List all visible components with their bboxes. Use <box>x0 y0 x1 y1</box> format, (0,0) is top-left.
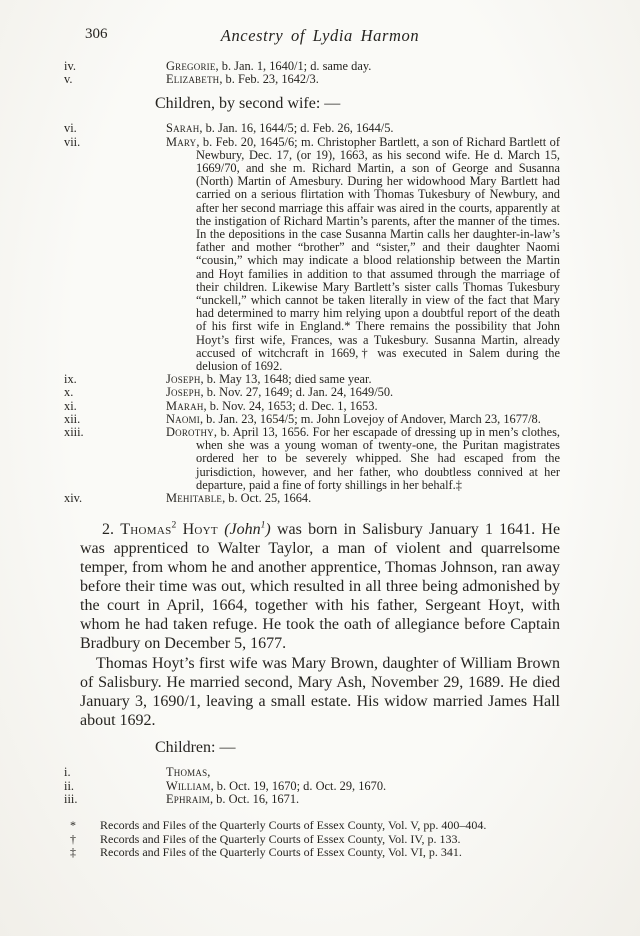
child-roman-numeral: vi. <box>64 121 77 136</box>
parent-name: John <box>229 521 261 539</box>
footnote-symbol: ‡ <box>70 845 76 860</box>
generation-superscript: 2 <box>171 519 177 531</box>
child-name: Naomi <box>166 411 200 426</box>
footnote-symbol: † <box>70 831 76 846</box>
person-surname: Hoyt <box>182 521 218 539</box>
person-given-name: Thomas <box>120 521 172 539</box>
child-detail: , b. Oct. 25, 1664. <box>222 491 312 506</box>
parent-reference <box>224 521 271 538</box>
parent-generation-superscript: 1 <box>260 519 266 531</box>
paren-close: ) <box>265 521 271 539</box>
child-name: Elizabeth <box>166 72 220 87</box>
children-first-wife-list <box>64 59 560 87</box>
footnote <box>70 831 560 847</box>
child-entry <box>64 72 560 87</box>
footnote-text: Records and Files of the Quarterly Courts of Essex County, Vol. V, pp. 400–404. <box>100 817 487 832</box>
child-detail: , b. Jan. 23, 1654/5; m. John Lovejoy of Andover, March 23, 1677/8. <box>199 411 541 426</box>
child-roman-numeral: xiv. <box>64 491 83 506</box>
children-second-wife-heading: Children, by second wife: — <box>155 95 341 113</box>
footnote <box>70 845 560 860</box>
section-number: 2. <box>102 521 114 539</box>
children-second-wife-list <box>64 121 560 506</box>
page-header <box>80 26 560 46</box>
child-roman-numeral: iii. <box>64 791 78 806</box>
paren-open: ( <box>224 521 230 539</box>
child-name: Mary <box>166 134 197 149</box>
child-name: Ephraim <box>166 791 210 806</box>
child-detail: , b. Feb. 20, 1645/6; m. Christopher Bartlett, a son of Richard Bartlett of Newbury, Dec. 17, (or 19), 1663, as his second wife. He d. March 15, 1669/70, and she m. Richard Martin, a son of George and Susanna (North) Martin of Amesbury. During her widowhood Mary Bartlett had carried on a serious flirtation with Thomas Tukesbury of Newbury, and after her second marriage this affair was aired in the courts, apparently at the instigation of Richard Martin’s parents, after the manner of the times. In the depositions in the case Susanna Martin calls her daughter-in-law’s father and mother “brother” and “sister,” and their daughter Naomi “cousin,” which may indicate a blood relationship between the Martin and Hoyt families in addition to that assumed through the marriage of their children. Likewise Mary Bartlett’s sister calls Thomas Tukesbury “unckell,” which cannot be taken literally in view of the fact that Mary had determined to marry him relying upon a doubtful report of the death of his first wife in England.* There remains the possibility that John Hoyt’s first wife, Frances, was a Tukesbury. Susanna Martin, already accused of witchcraft in 1669,† was executed in Salem during the delusion of 1692. <box>196 134 560 374</box>
child-roman-numeral: xii. <box>64 411 81 426</box>
biography-paragraph: Thomas Hoyt’s first wife was Mary Brown, daughter of William Brown of Salisbury. He married second, Mary Ash, November 29, 1689. He died January 3, 1690/1, leaving a small estate. His widow married James Hall about 1692. <box>80 655 560 730</box>
child-detail: , b. May 13, 1648; died same year. <box>200 372 372 387</box>
child-detail: , b. Nov. 27, 1649; d. Jan. 24, 1649/50. <box>200 385 394 400</box>
section-2-text: was born in Salisbury January 1 1641. He was apprenticed to Walter Taylor, a man of violent and quarrelsome temper, from whom he and another apprentice, Thomas Johnson, ran away before their time was out, which resulted in all three being admonished by the court in April, 1664, together with his father, Sergeant Hoyt, with whom he had taken refuge. He took the oath of allegiance before Captain Bradbury on December 5, 1677. <box>80 521 561 653</box>
thomas-children-list <box>64 765 560 806</box>
child-detail: , b. Oct. 19, 1670; d. Oct. 29, 1670. <box>210 778 387 793</box>
child-entry <box>64 491 560 506</box>
child-detail: , b. Nov. 24, 1653; d. Dec. 1, 1653. <box>203 398 378 413</box>
child-entry <box>64 134 560 374</box>
child-name: Dorothy <box>166 425 214 440</box>
footnote-symbol: * <box>70 817 76 832</box>
child-name: Marah <box>166 398 204 413</box>
child-roman-numeral: x. <box>64 385 74 400</box>
child-name: William <box>166 778 211 793</box>
child-roman-numeral: i. <box>64 765 71 780</box>
child-detail: , b. April 13, 1656. For her escapade of dressing up in men’s clothes, when she was a young woman of twenty-one, the Puritan magistrates ordered her to be severely whipped. She had escaped from the jurisdiction, however, and her father, who doubtless connived at her departure, paid a fine of forty shillings in her behalf.‡ <box>196 425 560 492</box>
child-roman-numeral: vii. <box>64 134 81 149</box>
child-name: Thomas <box>166 765 208 780</box>
running-title: Ancestry of Lydia Harmon <box>220 26 420 45</box>
page-number: 306 <box>85 26 108 42</box>
child-detail: , b. Jan. 1, 1640/1; d. same day. <box>215 59 372 73</box>
child-name: Mehitable <box>166 491 223 506</box>
child-name: Joseph <box>166 372 201 387</box>
child-name: Gregorie <box>166 59 216 73</box>
child-entry <box>64 425 560 492</box>
footnote-text: Records and Files of the Quarterly Courts of Essex County, Vol. IV, p. 133. <box>100 831 461 846</box>
child-detail: , <box>207 765 211 780</box>
footnote-text: Records and Files of the Quarterly Courts of Essex County, Vol. VI, p. 341. <box>100 845 462 860</box>
child-roman-numeral: xiii. <box>64 425 84 440</box>
child-roman-numeral: ii. <box>64 778 74 793</box>
footnotes <box>70 817 560 860</box>
child-roman-numeral: iv. <box>64 59 76 73</box>
section-2-paragraph <box>80 520 560 653</box>
child-roman-numeral: v. <box>64 72 73 87</box>
child-detail: , b. Oct. 16, 1671. <box>209 791 300 806</box>
footnote <box>70 817 560 833</box>
child-detail: , b. Feb. 23, 1642/3. <box>219 72 319 87</box>
child-name: Sarah <box>166 121 200 136</box>
child-detail: , b. Jan. 16, 1644/5; d. Feb. 26, 1644/5. <box>199 121 394 136</box>
child-roman-numeral: ix. <box>64 372 77 387</box>
child-entry <box>64 791 560 806</box>
child-name: Joseph <box>166 385 201 400</box>
children-heading: Children: — <box>155 739 236 757</box>
child-roman-numeral: xi. <box>64 398 77 413</box>
